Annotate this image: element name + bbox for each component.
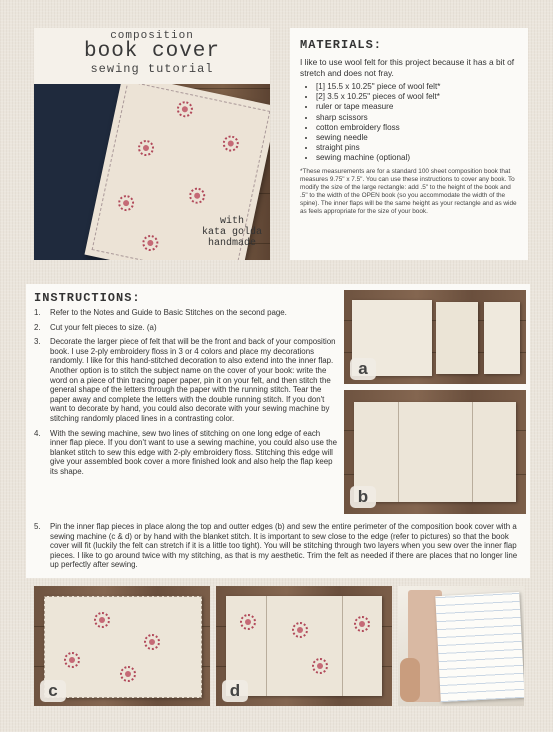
materials-heading: MATERIALS: [300,38,383,52]
step-text: Cut your felt pieces to size. (a) [50,322,157,332]
step-number: 5. [34,522,41,531]
instructions-panel [26,284,530,578]
title-composition: composition [110,30,194,42]
instruction-steps-wide [34,522,526,575]
photo-label-a: a [350,358,376,380]
materials-item: • sewing needle [316,133,518,143]
photo-b [344,390,526,514]
step-text: Pin the inner flap pieces in place along the top and outter edges (b) and sew the entire perimeter of the composition book cover with a sewing machine (c & d) or by hand with the blanket stitch. It is important to sew close to the edge (refer to pictures) so that the book cover will fit (luckily the felt can stretch if it is a little too tight). You will be stitching through two layers when you sew over the inner flap pieces. I like to go around twice with my stitching, as that is my aesthetic. Trim the felt as needed if there are places that no longer line up perfectly after sewing. [50,522,518,570]
step-item [34,429,338,477]
step-text: Refer to the Notes and Guide to Basic Stitches on the second page. [50,308,287,317]
step-item [34,522,526,570]
step-item [34,337,338,423]
step-item [34,308,338,318]
photo-label-d: d [222,680,248,702]
materials-item: • [2] 3.5 x 10.25" pieces of wool felt* [316,92,518,102]
materials-item: • sewing machine (optional) [316,153,518,163]
materials-intro: I like to use wool felt for this project because it has a bit of stretch and does not fray. [300,57,515,78]
materials-item: • ruler or tape measure [316,102,518,112]
photo-d [216,586,392,706]
photo-c [34,586,210,706]
step-item [34,323,338,333]
materials-item: • cotton embroidery floss [316,123,518,133]
materials-list [300,82,518,164]
credit-with: with [219,216,244,227]
materials-item: • sharp scissors [316,113,518,123]
title-sewing-tutorial: sewing tutorial [90,62,214,76]
photo-a [344,290,526,384]
hero-photo [34,28,270,260]
credit-name: kata golda [201,227,262,238]
materials-panel [290,28,528,260]
instructions-heading: INSTRUCTIONS: [34,291,141,305]
step-number: 2. [34,322,41,332]
title-box [34,28,270,84]
step-text: With the sewing machine, sew two lines of stitching on one long edge of each inner flap piece. If you don't want to use a sewing machine, you could also use the blanket stitch to sew this edge with 2-ply embroidery floss. Stitching this edge will give your assembled book cover a more finished look and also help the flap keep its shape. [50,428,338,476]
author-credit [196,216,268,249]
materials-item: • straight pins [316,143,518,153]
step-number: 3. [34,337,41,347]
materials-item: • [1] 15.5 x 10.25" piece of wool felt* [316,82,518,92]
title-book-cover: book cover [83,40,221,63]
step-number: 4. [34,428,41,438]
step-text: Decorate the larger piece of felt that will be the front and back of your composition book. I use 2-ply embroidery floss in 3 or 4 colors and place my decorations randomly. I like for this hand-stitched decoration to also extend into the inner flap. Another option is to stitch the subject name on the cover of your book: write the word on a piece of thin tracing paper paper, pin it on your felt, and then stitch the general shape of the letters through the paper with the running stitch. Tear the paper away and complete the letters with the double running stitch. If you don't want to decorate by hand, you could also decorate with your sewing machine by stitching randomly placed lines in a contrasting color. [50,337,336,423]
credit-handmade: handmade [207,238,256,249]
photo-finished-book [398,586,524,706]
step-number: 1. [34,308,41,317]
photo-label-b: b [350,486,376,508]
instruction-steps [34,308,338,482]
photo-label-c: c [40,680,66,702]
materials-footnote: *These measurements are for a standard 100 sheet composition book that measures 9.75" x 7.5". You can use these instructions to cover any book. To modify the size of the large rectangle: add .5" to the height of the book and .5" to the width of the OPEN book (so you accommodate the width of the spine). The inner flaps will be the same height as your rectangle and as wide as feels appropriate for the size of your book. [300,167,517,215]
